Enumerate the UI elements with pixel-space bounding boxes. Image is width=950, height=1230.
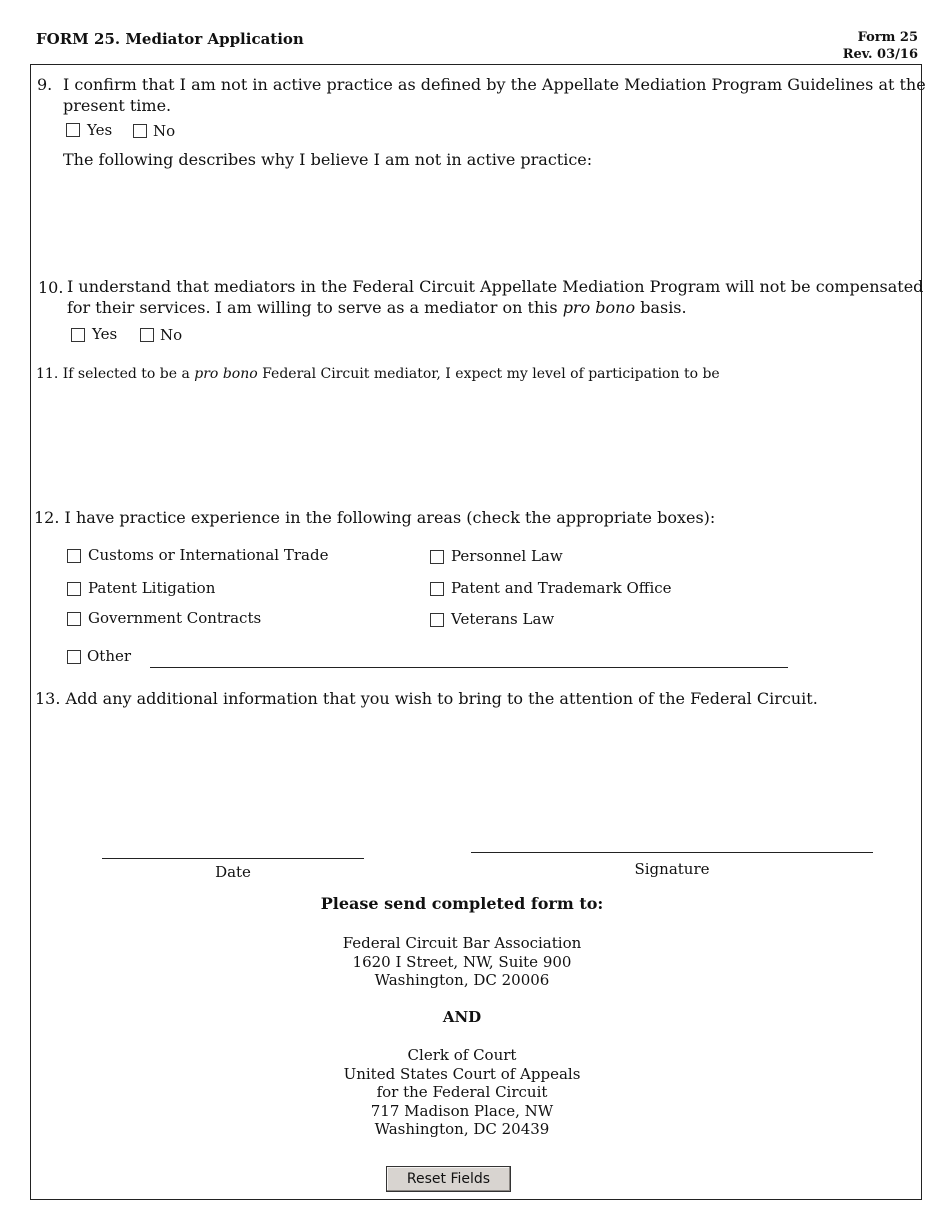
form-number: Form 25 [857,30,918,45]
area-patent-litigation-checkbox[interactable] [67,582,81,596]
q10-text-line2 [67,297,687,318]
area-veterans-label: Veterans Law [451,610,555,628]
address-clerk-line: United States Court of Appeals [343,1064,581,1083]
q13-text [35,688,818,709]
area-personnel-checkbox[interactable] [430,550,444,564]
signature-line[interactable] [471,852,873,853]
q11-italic: pro bono [194,366,258,382]
q11-number: 11. [36,366,59,382]
form-revision: Rev. 03/16 [842,47,918,62]
address-fcba [262,934,662,990]
q9-text-line2: present time. [63,96,172,115]
q11-before: If selected to be a [62,366,195,382]
q11-text [36,366,720,382]
area-pto-label: Patent and Trademark Office [451,579,672,597]
q11-after: Federal Circuit mediator, I expect my level of participation to be [257,366,720,382]
q10-no-label: No [160,326,183,344]
q9-explain-field[interactable] [60,175,900,260]
area-customs-label: Customs or International Trade [88,546,329,564]
area-government-contracts-checkbox[interactable] [67,612,81,626]
q10-yes-checkbox[interactable] [71,328,85,342]
area-other-checkbox[interactable] [67,650,81,664]
area-personnel-label: Personnel Law [451,547,563,565]
q13-additional-info-field[interactable] [60,715,900,835]
address-clerk [262,1046,662,1139]
q10-text-after: basis. [635,298,687,317]
address-fcba-line: Federal Circuit Bar Association [342,934,582,952]
area-other-label: Other [87,647,132,665]
address-fcba-line: 1620 I Street, NW, Suite 900 [352,952,572,971]
area-other-field[interactable] [150,667,788,668]
area-government-contracts-label: Government Contracts [88,609,262,627]
q10-text-line1: I understand that mediators in the Federal Circuit Appellate Mediation Program will not be compensated [67,277,924,296]
address-clerk-line: 717 Madison Place, NW [370,1101,554,1120]
q10-number: 10. [38,278,64,297]
area-pto-checkbox[interactable] [430,582,444,596]
date-label: Date [215,863,251,881]
form-title: FORM 25. Mediator Application [36,30,304,48]
q10-text-before: for their services. I am willing to serve as a mediator on this [67,298,563,317]
q13-number: 13. [35,689,61,708]
date-line[interactable] [102,858,364,859]
reset-fields-button[interactable]: Reset Fields [386,1166,511,1192]
q10-no-checkbox[interactable] [140,328,154,342]
q9-text-line1: I confirm that I am not in active practice as defined by the Appellate Mediation Program Guidelines at the [63,75,926,94]
q11-participation-field[interactable] [60,390,900,490]
q12-label: I have practice experience in the following areas (check the appropriate boxes): [64,508,716,527]
q12-text [34,507,715,528]
q9-no-checkbox[interactable] [133,124,147,138]
send-heading: Please send completed form to: [320,894,604,913]
q10-yes-label: Yes [92,325,118,343]
address-clerk-line: Washington, DC 20439 [374,1120,550,1138]
q10-text-italic: pro bono [562,298,636,317]
address-clerk-line: Clerk of Court [407,1046,517,1064]
and-label: AND [442,1008,482,1026]
q9-explain-label: The following describes why I believe I am not in active practice: [63,150,593,169]
area-patent-litigation-label: Patent Litigation [88,579,216,597]
q9-no-label: No [153,122,176,140]
q12-number: 12. [34,508,60,527]
q13-label: Add any additional information that you wish to bring to the attention of the Federal Circuit. [65,689,818,708]
area-veterans-checkbox[interactable] [430,613,444,627]
q9-yes-label: Yes [87,121,113,139]
form-revision-block [843,29,918,63]
area-customs-checkbox[interactable] [67,549,81,563]
signature-label: Signature [634,860,710,878]
q9-number: 9. [37,75,53,94]
address-clerk-line: for the Federal Circuit [376,1083,548,1101]
address-fcba-line: Washington, DC 20006 [374,971,550,989]
q9-yes-checkbox[interactable] [66,123,80,137]
